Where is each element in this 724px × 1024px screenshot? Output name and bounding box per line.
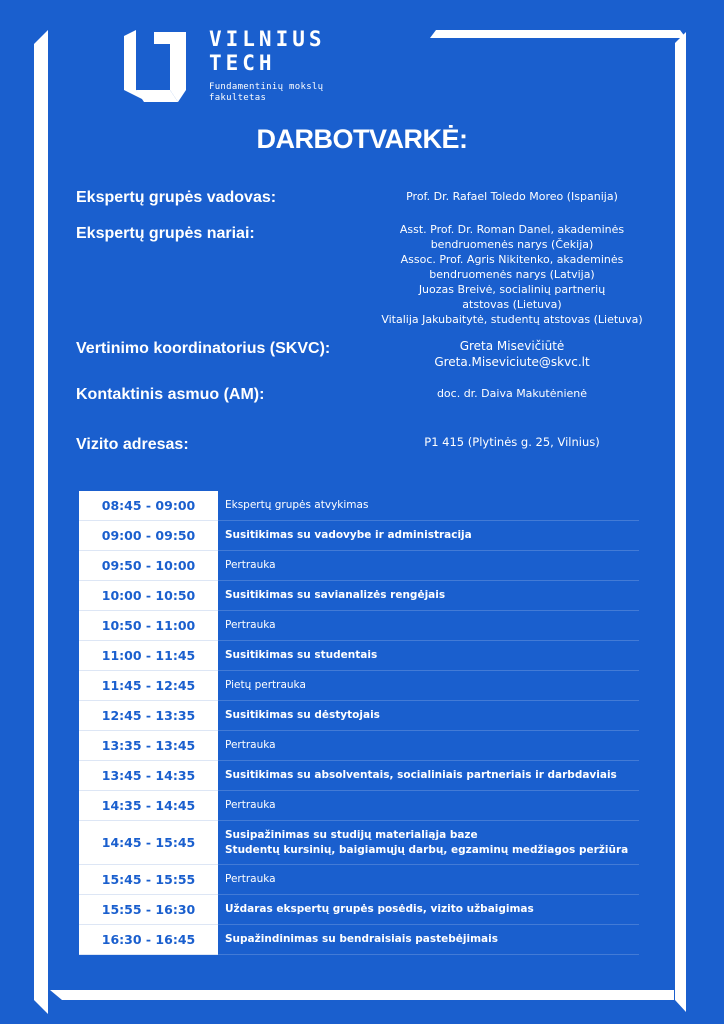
table-row xyxy=(79,671,639,701)
time-cell: 12:45 - 13:35 xyxy=(79,701,218,731)
member-line: bendruomenės narys (Latvija) xyxy=(429,268,595,281)
activity-text: Pietų pertrauka xyxy=(225,679,306,691)
activity-cell xyxy=(218,551,639,581)
table-row xyxy=(79,641,639,671)
table-row xyxy=(79,611,639,641)
member-line: atstovas (Lietuva) xyxy=(462,298,562,311)
logo-title-tech: TECH xyxy=(209,51,276,75)
coordinator-value xyxy=(362,338,662,370)
time-cell: 13:35 - 13:45 xyxy=(79,731,218,761)
member-line: Asst. Prof. Dr. Roman Danel, akademinės xyxy=(399,223,625,236)
address-label: Vizito adresas: xyxy=(76,436,189,453)
activity-text: Pertrauka xyxy=(225,739,276,751)
time-cell: 14:45 - 15:45 xyxy=(79,821,218,865)
activity-cell xyxy=(218,611,639,641)
members-value xyxy=(362,222,662,327)
activity-text: Ekspertų grupės atvykimas xyxy=(225,499,369,511)
activity-cell xyxy=(218,895,639,925)
activity-cell xyxy=(218,521,639,551)
activity-cell xyxy=(218,925,639,955)
table-row xyxy=(79,925,639,955)
coordinator-label: Vertinimo koordinatorius (SKVC): xyxy=(76,340,331,357)
activity-cell xyxy=(218,671,639,701)
activity-text: Pertrauka xyxy=(225,559,276,571)
table-row xyxy=(79,581,639,611)
contact-label: Kontaktinis asmuo (AM): xyxy=(76,386,265,403)
logo-subtitle-line1: Fundamentinių mokslų xyxy=(209,82,324,92)
time-cell: 15:45 - 15:55 xyxy=(79,865,218,895)
contact-value: doc. dr. Daiva Makutėnienė xyxy=(436,387,588,400)
address-value: P1 415 (Plytinės g. 25, Vilnius) xyxy=(424,435,600,449)
schedule-table xyxy=(79,491,639,955)
activity-text: Susitikimas su studentais xyxy=(225,649,378,661)
table-row xyxy=(79,895,639,925)
time-cell: 09:50 - 10:00 xyxy=(79,551,218,581)
activity-text: Supažindinimas su bendraisiais pastebėjimais xyxy=(225,933,498,945)
table-row xyxy=(79,865,639,895)
table-row xyxy=(79,821,639,865)
logo-subtitle-line2: fakultetas xyxy=(209,93,267,103)
member-line: Juozas Breivė, socialinių partnerių xyxy=(418,283,606,296)
time-cell: 16:30 - 16:45 xyxy=(79,925,218,955)
member-line: bendruomenės narys (Čekija) xyxy=(430,238,594,251)
activity-text: Susitikimas su absolventais, socialiniais partneriais ir darbdaviais xyxy=(225,769,617,781)
activity-text: Susitikimas su dėstytojais xyxy=(225,709,380,721)
activity-text: Pertrauka xyxy=(225,799,276,811)
activity-text: Uždaras ekspertų grupės posėdis, vizito užbaigimas xyxy=(225,903,534,915)
activity-cell xyxy=(218,761,639,791)
logo-title-vilnius: VILNIUS xyxy=(209,27,326,51)
leader-label: Ekspertų grupės vadovas: xyxy=(76,189,277,206)
activity-text: Pertrauka xyxy=(225,873,276,885)
table-row xyxy=(79,761,639,791)
activity-text: Susitikimas su savianalizės rengėjais xyxy=(225,589,446,601)
time-cell: 13:45 - 14:35 xyxy=(79,761,218,791)
time-cell: 10:50 - 11:00 xyxy=(79,611,218,641)
vilnius-tech-logo-icon xyxy=(122,28,188,108)
activity-cell xyxy=(218,821,639,865)
time-cell: 14:35 - 14:45 xyxy=(79,791,218,821)
member-line: Assoc. Prof. Agris Nikitenko, akademinės xyxy=(400,253,624,266)
table-row xyxy=(79,731,639,761)
time-cell: 10:00 - 10:50 xyxy=(79,581,218,611)
time-cell: 11:00 - 11:45 xyxy=(79,641,218,671)
time-cell: 09:00 - 09:50 xyxy=(79,521,218,551)
activity-cell xyxy=(218,701,639,731)
logo-text xyxy=(209,27,326,104)
coordinator-email[interactable]: Greta.Miseviciute@skvc.lt xyxy=(434,355,590,369)
table-row xyxy=(79,551,639,581)
member-line: Vitalija Jakubaitytė, studentų atstovas (Lietuva) xyxy=(381,313,643,326)
activity-cell xyxy=(218,581,639,611)
activity-text: Susipažinimas su studijų materialiąja baze xyxy=(225,828,478,841)
activity-cell xyxy=(218,865,639,895)
coordinator-name: Greta Misevičiūtė xyxy=(459,339,565,353)
table-row xyxy=(79,491,639,521)
table-row xyxy=(79,521,639,551)
activity-cell xyxy=(218,491,639,521)
activity-text: Pertrauka xyxy=(225,619,276,631)
leader-value: Prof. Dr. Rafael Toledo Moreo (Ispanija) xyxy=(406,190,618,203)
members-label: Ekspertų grupės nariai: xyxy=(76,225,255,242)
activity-text: Susitikimas su vadovybe ir administracija xyxy=(225,529,472,541)
table-row xyxy=(79,791,639,821)
time-cell: 11:45 - 12:45 xyxy=(79,671,218,701)
activity-cell xyxy=(218,731,639,761)
table-row xyxy=(79,701,639,731)
activity-cell xyxy=(218,791,639,821)
page-title: DARBOTVARKĖ: xyxy=(256,124,468,154)
time-cell: 08:45 - 09:00 xyxy=(79,491,218,521)
activity-cell xyxy=(218,641,639,671)
activity-text: Studentų kursinių, baigiamųjų darbų, egzaminų medžiagos peržiūra xyxy=(225,843,629,856)
time-cell: 15:55 - 16:30 xyxy=(79,895,218,925)
